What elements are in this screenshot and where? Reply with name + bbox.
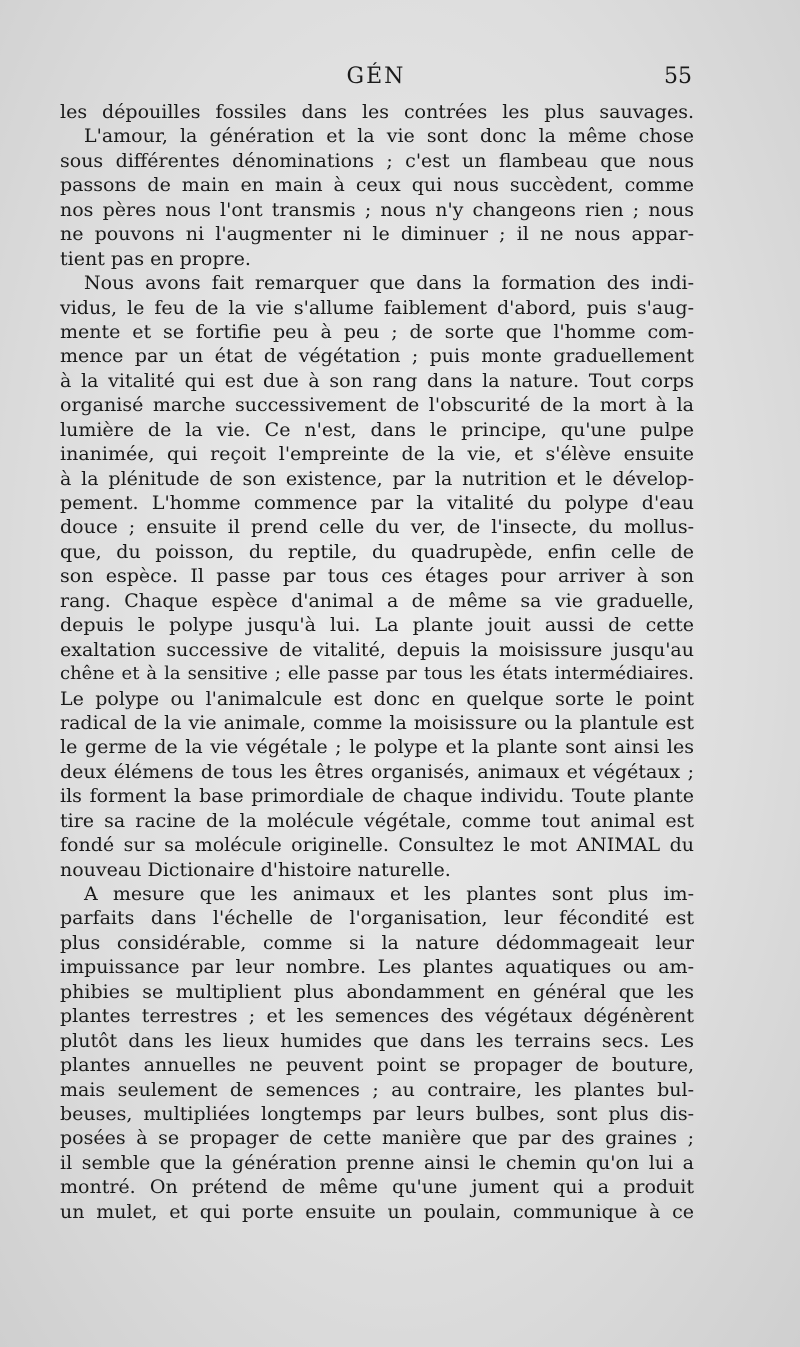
text-line: inanimée, qui reçoit l'empreinte de la vie, et s'élève ensuite	[60, 443, 694, 466]
text-line: tient pas en propre.	[60, 247, 251, 270]
text-line: deux élémens de tous les êtres organisés, animaux et végétaux ;	[60, 760, 694, 783]
text-line: chêne et à la sensitive ; elle passe par tous les états intermédiaires.	[60, 663, 694, 685]
text-line: mence par un état de végétation ; puis monte graduellement	[60, 345, 694, 368]
text-line: montré. On prétend de même qu'une jument qui a produit	[60, 1176, 694, 1199]
text-line: douce ; ensuite il prend celle du ver, de l'insecte, du mollus-	[60, 516, 694, 539]
text-line: il semble que la génération prenne ainsi le chemin qu'on lui a	[60, 1151, 694, 1174]
text-line: vidus, le feu de la vie s'allume faiblement d'abord, puis s'aug-	[60, 296, 694, 319]
text-line: rang. Chaque espèce d'animal a de même sa vie graduelle,	[60, 589, 694, 612]
text-line: lumière de la vie. Ce n'est, dans le principe, qu'une pulpe	[60, 418, 694, 441]
text-line: nos pères nous l'ont transmis ; nous n'y changeons rien ; nous	[60, 198, 694, 221]
text-line: organisé marche successivement de l'obscurité de la mort à la	[60, 394, 694, 417]
text-line: tire sa racine de la molécule végétale, comme tout animal est	[60, 809, 694, 832]
text-line: sous différentes dénominations ; c'est un flambeau que nous	[60, 149, 694, 172]
text-line: pement. L'homme commence par la vitalité du polype d'eau	[60, 492, 694, 514]
text-line: Le polype ou l'animalcule est donc en quelque sorte le point	[60, 687, 694, 710]
text-line: mais seulement de semences ; au contraire, les plantes bul-	[60, 1078, 694, 1101]
text-line: exaltation successive de vitalité, depuis la moisissure jusqu'au	[60, 638, 694, 661]
text-line: parfaits dans l'échelle de l'organisation, leur fécondité est	[60, 907, 694, 930]
text-line: mente et se fortifie peu à peu ; de sorte que l'homme com-	[60, 320, 694, 343]
text-line: depuis le polype jusqu'à lui. La plante jouit aussi de cette	[60, 614, 694, 637]
text-line: à la plénitude de son existence, par la nutrition et le dévelop-	[60, 467, 694, 490]
text-line: passons de main en main à ceux qui nous succèdent, comme	[60, 174, 694, 197]
body-text	[60, 100, 694, 1224]
text-line: que, du poisson, du reptile, du quadrupède, enfin celle de	[60, 540, 694, 563]
text-line: fondé sur sa molécule originelle. Consultez le mot ANIMAL du	[60, 834, 694, 857]
text-line: beuses, multipliées longtemps par leurs bulbes, sont plus dis-	[60, 1102, 694, 1125]
text-line: posées à se propager de cette manière que par des graines ;	[60, 1127, 694, 1150]
text-line: plus considérable, comme si la nature dédommageait leur	[60, 931, 694, 954]
text-line: son espèce. Il passe par tous ces étages pour arriver à son	[60, 565, 694, 588]
text-line: A mesure que les animaux et les plantes sont plus im-	[84, 883, 694, 905]
text-line: à la vitalité qui est due à son rang dans la nature. Tout corps	[60, 369, 694, 392]
text-line: ils forment la base primordiale de chaque individu. Toute plante	[60, 785, 694, 808]
text-line: le germe de la vie végétale ; le polype et la plante sont ainsi les	[60, 736, 694, 759]
text-line: ne pouvons ni l'augmenter ni le diminuer ; il ne nous appar-	[60, 223, 694, 246]
text-line: Nous avons fait remarquer que dans la formation des indi-	[84, 272, 694, 295]
text-line: nouveau Dictionaire d'histoire naturelle.	[60, 858, 451, 881]
text-line: L'amour, la génération et la vie sont donc la même chose	[84, 125, 694, 148]
text-line: impuissance par leur nombre. Les plantes aquatiques ou am-	[60, 956, 694, 979]
page-number: 55	[664, 64, 692, 89]
text-line: un mulet, et qui porte ensuite un poulain, communique à ce	[60, 1200, 694, 1223]
text-line: radical de la vie animale, comme la moisissure ou la plantule est	[60, 711, 694, 734]
running-head: GÉN	[346, 64, 406, 89]
text-line: plutôt dans les lieux humides que dans les terrains secs. Les	[60, 1029, 694, 1052]
text-line: les dépouilles fossiles dans les contrées les plus sauvages.	[60, 101, 694, 123]
text-line: phibies se multiplient plus abondamment en général que les	[60, 980, 694, 1003]
page-header	[60, 64, 692, 98]
text-line: plantes terrestres ; et les semences des végétaux dégénèrent	[60, 1005, 694, 1028]
text-line: plantes annuelles ne peuvent point se propager de bouture,	[60, 1054, 694, 1077]
